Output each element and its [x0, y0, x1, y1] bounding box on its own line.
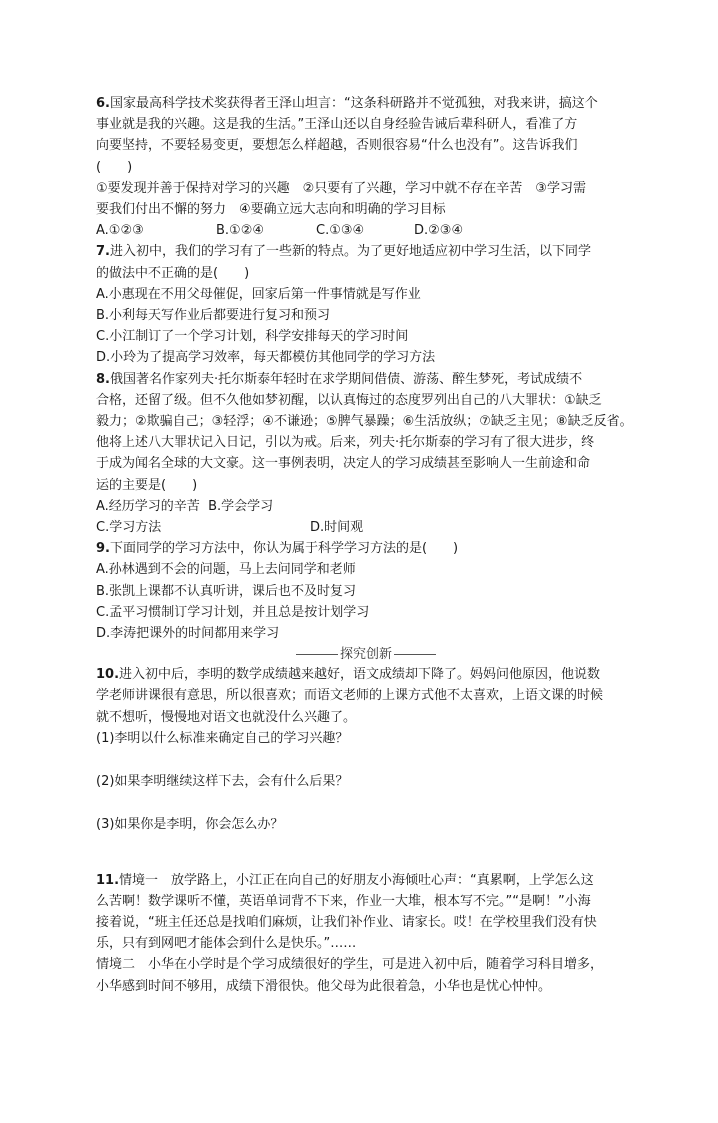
q8-options-cd — [96, 517, 636, 538]
q8-line-5: 于成为闻名全球的大文豪。这一事例表明，决定人的学习成绩甚至影响人一生前途和命 — [96, 456, 591, 472]
q11-line-4: 乐，只有到网吧才能体会到什么是快乐。”…… — [96, 936, 357, 952]
q11-line-1: 11.情境一 放学路上，小江正在向自己的好朋友小海倾吐心声：“真累啊，上学怎么这 — [96, 872, 594, 888]
q10-number: 10. — [96, 667, 120, 683]
q6-options — [96, 220, 636, 241]
q8-options-ab — [96, 496, 636, 517]
document-page — [96, 93, 636, 997]
q6-line-3: 向要坚持，不要轻易变更，要想怎么样超越，否则很容易“什么也没有”。这告诉我们 — [96, 138, 578, 154]
q10-subquestion-3: (3)如果你是李明，你会怎么办？ — [96, 817, 284, 833]
q9-option-b: B.张凯上课都不认真听讲，课后也不及时复习 — [96, 583, 357, 599]
q6-option-a: A.①②③ — [96, 223, 144, 239]
section-heading — [96, 644, 636, 664]
answer-space — [96, 836, 636, 858]
q10-subquestion-2: (2)如果李明继续这样下去，会有什么后果？ — [96, 774, 349, 790]
section-rule-right — [394, 654, 436, 655]
q11-number: 11. — [96, 872, 120, 888]
q6-number: 6. — [96, 96, 110, 111]
question-8 — [96, 369, 636, 539]
q8-number: 8. — [96, 371, 110, 387]
q6-statements-1: ①要发现并善于保持对学习的兴趣 ②只要有了兴趣，学习中就不存在辛苦 ③学习需 — [96, 180, 586, 196]
question-11 — [96, 870, 636, 997]
q8-option-c: C.学习方法 — [96, 520, 162, 536]
section-rule-left — [296, 654, 338, 655]
answer-space — [96, 792, 636, 814]
q9-option-c: C.孟平习惯制订学习计划，并且总是按计划学习 — [96, 604, 370, 620]
q10-line-2: 学老师讲课很有意思，所以很喜欢；而语文老师的上课方式他不太喜欢，上语文课的时候 — [96, 688, 604, 704]
q11-line-5: 情境二 小华在小学时是个学习成绩很好的学生，可是进入初中后，随着学习科目增多， — [96, 957, 604, 973]
q7-number: 7. — [96, 244, 110, 260]
q9-line-1: 9.下面同学的学习方法中，你认为属于科学学习方法的是( ) — [96, 541, 459, 557]
q7-option-d: D.小玲为了提高学习效率，每天都模仿其他同学的学习方法 — [96, 350, 436, 366]
q8-option-b: B.学会学习 — [208, 498, 274, 514]
q8-option-d: D.时间观 — [310, 520, 364, 536]
question-6 — [96, 93, 636, 241]
q9-number: 9. — [96, 541, 110, 557]
q7-line-1: 7.进入初中，我们的学习有了一些新的特点。为了更好地适应初中学习生活，以下同学 — [96, 244, 591, 260]
q9-option-d: D.李涛把课外的时间都用来学习 — [96, 626, 280, 642]
q11-line-3: 接着说，“班主任还总是找咱们麻烦，让我们补作业、请家长。哎！在学校里我们没有快 — [96, 914, 597, 930]
q7-option-b: B.小利每天写作业后都要进行复习和预习 — [96, 308, 331, 324]
question-9 — [96, 538, 636, 644]
q9-option-a: A.孙林遇到不会的问题，马上去问同学和老师 — [96, 562, 356, 578]
q8-line-2: 合格，还留了级。但不久他如梦初醒，以认真悔过的态度罗列出自己的八大罪状：①缺乏 — [96, 392, 602, 408]
q7-option-a: A.小惠现在不用父母催促，回家后第一件事情就是写作业 — [96, 286, 421, 302]
q6-line-2: 事业就是我的兴趣。这是我的生活。”王泽山还以自身经验告诫后辈科研人，看准了方 — [96, 117, 578, 133]
q6-option-b: B.①②④ — [216, 223, 265, 239]
q7-line-2: 的做法中不正确的是( ) — [96, 265, 250, 281]
q11-line-6: 小华感到时间不够用，成绩下滑很快。他父母为此很着急，小华也是忧心忡忡。 — [96, 978, 552, 994]
answer-space — [96, 749, 636, 771]
q10-subquestion-1: (1)李明以什么标准来确定自己的学习兴趣？ — [96, 730, 349, 746]
q10-line-3: 就不想听，慢慢地对语文也就没什么兴趣了。 — [96, 709, 357, 725]
q8-option-a: A.经历学习的辛苦 — [96, 498, 200, 514]
q6-option-d: D.②③④ — [414, 223, 464, 239]
q6-statements-2: 要我们付出不懈的努力 ④要确立远大志向和明确的学习目标 — [96, 202, 446, 218]
q8-line-1: 8.俄国著名作家列夫·托尔斯泰年轻时在求学期间借债、游荡、醉生梦死，考试成绩不 — [96, 371, 583, 387]
section-title: 探究创新 — [339, 646, 392, 662]
q7-option-c: C.小江制订了一个学习计划，科学安排每天的学习时间 — [96, 329, 409, 345]
q11-line-2: 么苦啊！数学课听不懂，英语单词背不下来，作业一大堆，根本写不完。”“是啊！”小海 — [96, 893, 591, 909]
q6-option-c: C.①③④ — [316, 223, 365, 239]
q6-answer-blank: ( ) — [96, 159, 133, 175]
q8-line-3: 毅力；②欺骗自己；③轻浮；④不谦逊；⑤脾气暴躁；⑥生活放纵；⑦缺乏主见；⑧缺乏反省。 — [96, 414, 633, 430]
answer-space — [96, 858, 636, 870]
question-7 — [96, 241, 636, 368]
question-10 — [96, 664, 636, 869]
q10-line-1: 10.进入初中后，李明的数学成绩越来越好，语文成绩却下降了。妈妈问他原因，他说数 — [96, 667, 601, 683]
q8-line-6: 运的主要是( ) — [96, 477, 198, 493]
q8-line-4: 他将上述八大罪状记入日记，引以为戒。后来，列夫·托尔斯泰的学习有了很大进步，终 — [96, 435, 595, 451]
q6-line-1: 6.国家最高科学技术奖获得者王泽山坦言：“这条科研路并不觉孤独，对我来讲，搞这个 — [96, 96, 598, 111]
